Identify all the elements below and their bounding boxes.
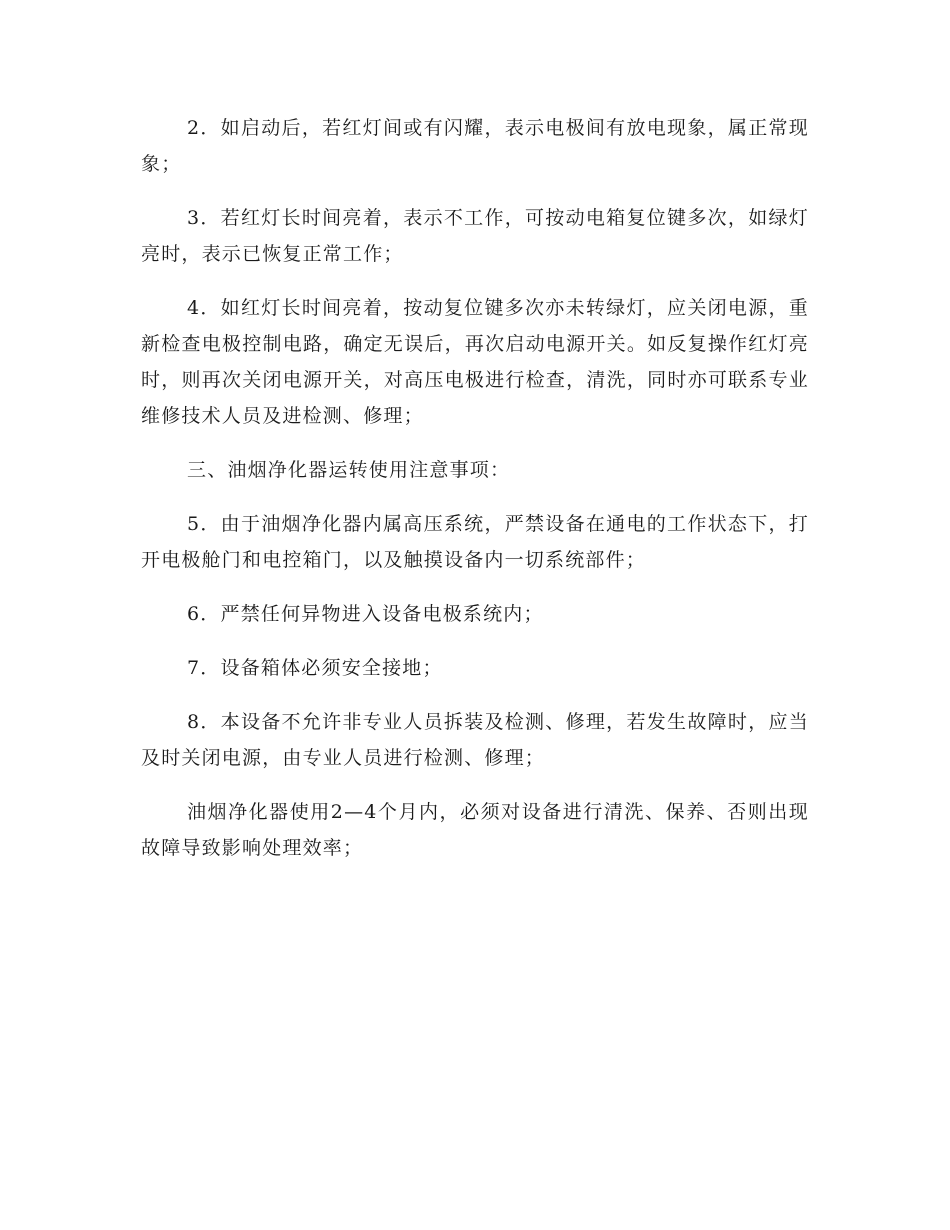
- paragraph-item-7: 7．设备箱体必须安全接地；: [187, 657, 443, 679]
- paragraph-item-6: 6．严禁任何异物进入设备电极系统内；: [187, 603, 544, 625]
- paragraph-item-8: 8．本设备不允许非专业人员拆装及检测、修理，若发生故障时，应当及时关闭电源，由专业人员进行检测、修理；: [141, 711, 809, 769]
- paragraph-item-3: 3．若红灯长时间亮着，表示不工作，可按动电箱复位键多次，如绿灯亮时，表示已恢复正常工作；: [141, 207, 809, 265]
- paragraph-item-5: 5．由于油烟净化器内属高压系统，严禁设备在通电的工作状态下，打开电极舱门和电控箱门，以及触摸设备内一切系统部件；: [141, 513, 809, 571]
- paragraph-item-4: 4．如红灯长时间亮着，按动复位键多次亦未转绿灯，应关闭电源，重新检查电极控制电路，确定无误后，再次启动电源开关。如反复操作红灯亮时，则再次关闭电源开关，对高压电极进行检查，清洗，同时亦可联系专业维修技术人员及进检测、修理；: [141, 297, 809, 427]
- document-body: [141, 110, 809, 884]
- paragraph-item-2: 2．如启动后，若红灯间或有闪耀，表示电极间有放电现象，属正常现象；: [141, 117, 809, 175]
- paragraph-maintenance-note: 油烟净化器使用2—4个月内，必须对设备进行清洗、保养、否则出现故障导致影响处理效率；: [141, 801, 809, 859]
- section-heading-operation-notes: 三、油烟净化器运转使用注意事项：: [187, 459, 511, 481]
